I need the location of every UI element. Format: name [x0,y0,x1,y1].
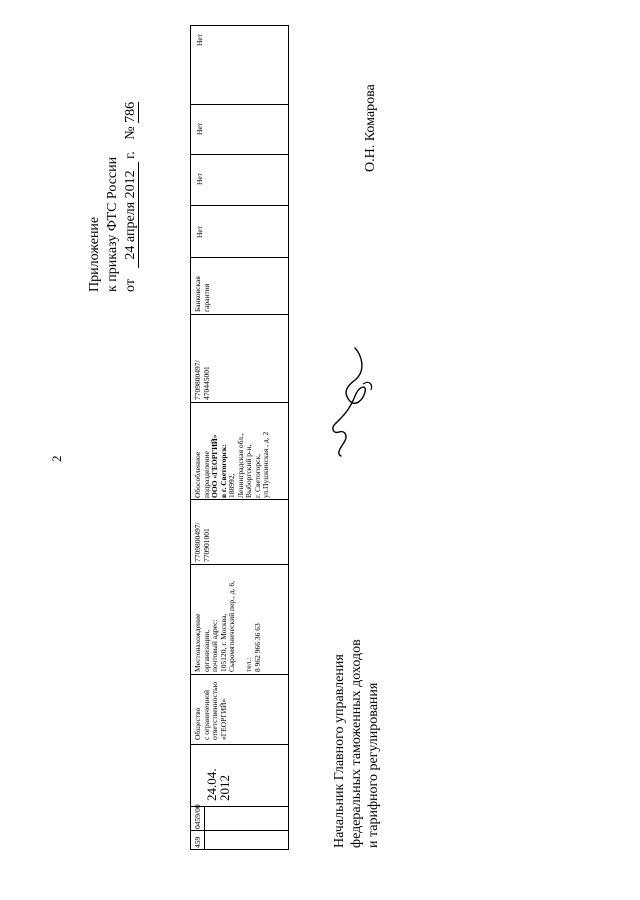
number-sign: № [123,126,138,140]
col-code [191,806,288,830]
order-number: 786 [123,101,138,123]
branch-inn-kpp-cell: 7709800497/ 470445001 [193,360,211,400]
date-underlined [123,162,139,267]
col-flag4 [191,26,288,104]
flag2-cell: Нет [195,172,204,185]
inn-kpp-cell: 7709800497/ 770901001 [193,522,211,562]
reg-number-cell: 459 [193,836,202,848]
signatory-position: Начальник Главного управления федеральных таможенных доходов и тарифного регулирования [332,639,381,848]
col-org-name [191,674,288,744]
col-branch [191,402,288,499]
flag1-cell: Нет [195,225,204,238]
row-divider [204,806,205,850]
org-name-cell: Общество с ограниченной ответственностью «ГЕОРГИЙ» [193,681,228,740]
col-date [191,744,288,806]
appendix-date-line [122,102,140,292]
code-cell: 0459/00 [193,804,202,829]
col-address [191,564,288,674]
appendix-title: Приложение [87,216,102,292]
flag4-cell: Нет [195,33,204,46]
col-security [191,257,288,314]
signatory-name: О.Н. Комарова [363,84,378,172]
signature-mark [325,340,385,460]
col-flag1 [191,205,288,257]
col-branch-inn [191,314,288,402]
register-table [190,25,289,850]
security-cell: Банковская гарантия [193,276,211,312]
branch-cell: Обособленное подразделение ООО «ГЕОРГИЙ» в г. Светогорск: 188992, Ленинградская обл., Выборгский р-н, г. Светогорск, ул.Пушкинская , д. 2 [193,431,270,498]
col-inn [191,499,288,564]
col-reg-number [191,830,288,851]
appendix-order-ref: к приказу ФТС России [105,156,120,292]
year-suffix: г. [123,151,138,159]
flag3-cell: Нет [195,122,204,135]
order-year: 2012 [123,170,138,199]
order-day: 24 [123,245,138,260]
col-flag3 [191,104,288,154]
from-label: от [123,279,138,292]
date-cell: 24.04. 2012 [204,768,232,801]
page-number: 2 [49,455,64,462]
col-flag2 [191,154,288,205]
appendix-header [86,102,140,292]
address-cell: Местонахождение организации, почтовый адрес: 105120, г. Москва, Сыромятнический пер., д. 6, тел.: 8 962 966 36 63 [193,581,262,672]
order-month: апреля [123,201,138,243]
